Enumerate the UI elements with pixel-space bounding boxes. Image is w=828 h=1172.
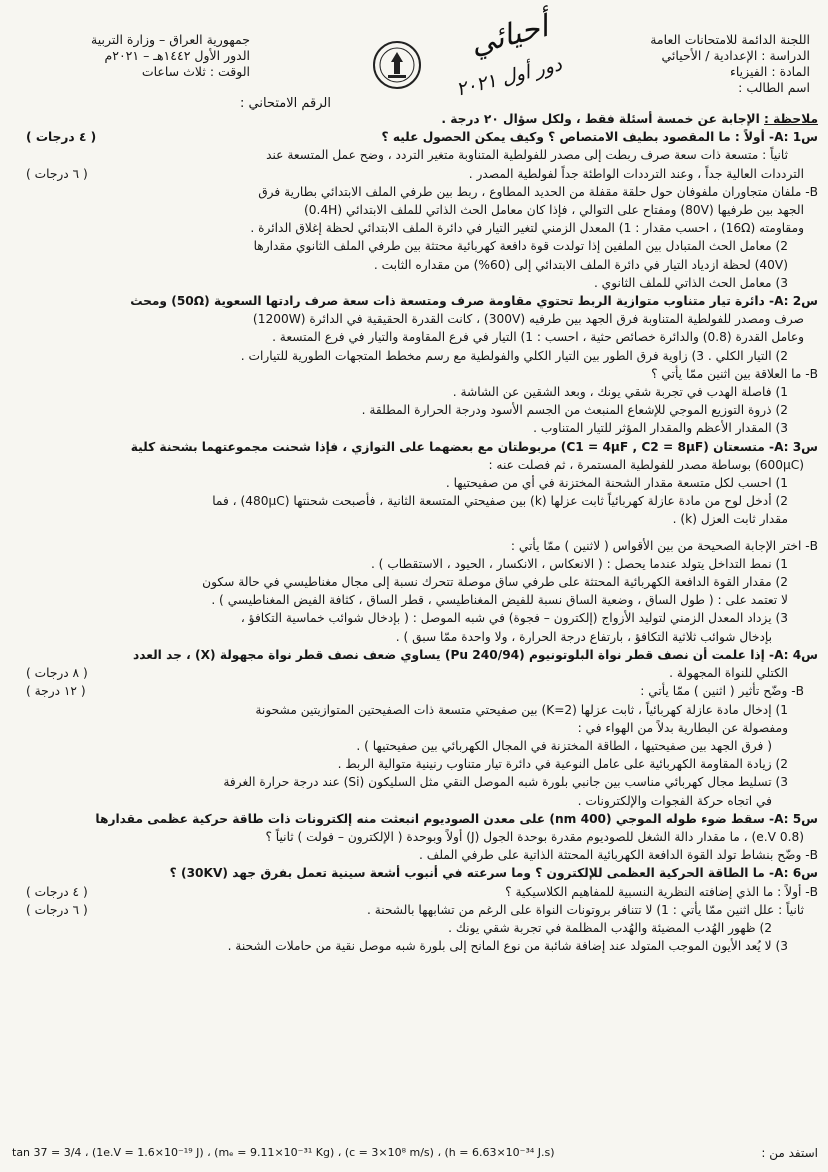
question-line-text: 1) فاصلة الهدب في تجربة شقي يونك ، وبعد الشقين عن الشاشة . bbox=[452, 385, 788, 400]
question-line bbox=[12, 328, 818, 346]
question-line bbox=[12, 492, 818, 510]
question-line bbox=[12, 456, 818, 474]
header-right-line: الدراسة : الإعدادية / الأحيائي bbox=[661, 48, 810, 63]
question-line bbox=[12, 474, 818, 492]
question-line-text: 3) يزداد المعدل الزمني لتوليد الأزواج (إلكترون – فجوة) في شبه الموصل : ( بإدخال شوائب خماسية التكافؤ ، bbox=[240, 611, 788, 626]
question-line-text: س3 :A- متسعتان (C1 = 4μF , C2 = 8μF) مربوطتان مع بعضهما على التوازي ، فإذا شحنت مجموعتهما بشحنة كلية bbox=[130, 439, 818, 454]
question-line bbox=[12, 755, 818, 773]
question-line-text: 2) أدخل لوح من مادة عازلة كهربائياً ثابت عزلها (k) بين صفيحتي المتسعة الثانية ، فأصبحت شحنتها (480μC) ، فما bbox=[212, 494, 788, 509]
note-text: الإجابة عن خمسة أسئلة فقط ، ولكل سؤال ٢٠ درجة . bbox=[441, 112, 760, 126]
question-line-text: 2) ذروة التوزيع الموجي للإشعاع المنبعث من الجسم الأسود ودرجة الحرارة المطلقة . bbox=[361, 403, 788, 418]
question-line bbox=[12, 529, 818, 537]
question-line bbox=[12, 701, 818, 719]
marks-label: ( ٤ درجات ) bbox=[26, 130, 97, 145]
question-line-text: 3) لا يُعد الأيون الموجب المتولد عند إضافة شائبة من نوع المانح إلى بلورة شبه موصل نقية من حاملات الشحنة . bbox=[227, 939, 788, 954]
question-line-text: (40V) لحظة ازدياد التيار في دائرة الملف الابتدائي إلى (60%) من مقداره الثابت . bbox=[373, 257, 788, 272]
header-left-line: الدور الأول ١٤٤٢هـ – ٢٠٢١م bbox=[104, 48, 250, 63]
question-line bbox=[12, 937, 818, 955]
question-line bbox=[12, 438, 818, 456]
question-line-text: ثانياً : متسعة ذات سعة صرف ربطت إلى مصدر للفولطية المتناوبة متغير التردد ، وضح عمل المتسعة عند bbox=[266, 148, 788, 163]
question-line-text: وعامل القدرة (0.8) والدائرة خصائص حثية ، احسب : 1) التيار في فرع المقاومة والتيار في فرع المتسعة . bbox=[272, 330, 804, 345]
header-right-line: اللجنة الدائمة للامتحانات العامة bbox=[650, 32, 810, 47]
marks-label: ( ٦ درجات ) bbox=[26, 166, 88, 181]
question-line bbox=[12, 737, 818, 755]
question-line bbox=[12, 274, 818, 292]
question-line-text: الترددات العالية جداً ، وعند الترددات الواطئة جداً لفولطية المصدر . bbox=[468, 166, 804, 181]
question-line-text: 3) المقدار الأعظم والمقدار المؤثر للتيار المتناوب . bbox=[533, 421, 788, 436]
question-line-text: ومقاومته (16Ω) ، احسب مقدار : 1) المعدل الزمني لتغير التيار في دائرة الملف الابتدائي لحظة إغلاق الدائرة . bbox=[250, 221, 804, 236]
question-line bbox=[12, 201, 818, 219]
question-line-text: (600μC) بوساطة مصدر للفولطية المستمرة ، ثم فصلت عنه : bbox=[488, 457, 804, 472]
question-line bbox=[12, 219, 818, 237]
header-right-line: المادة : الفيزياء bbox=[729, 64, 810, 79]
exam-number-label: الرقم الامتحاني : bbox=[240, 96, 331, 111]
marks-label: ( ١٢ درجة ) bbox=[26, 684, 86, 699]
question-line-text: الكتلي للنواة المجهولة . bbox=[669, 666, 788, 681]
question-line bbox=[12, 883, 818, 901]
questions-body bbox=[12, 110, 818, 955]
question-line bbox=[12, 719, 818, 737]
question-line-text: B- أولاً : ما الذي إضافته النظرية النسبية للمفاهيم الكلاسيكية ؟ bbox=[505, 884, 818, 899]
marks-label: ( ٦ درجات ) bbox=[26, 902, 88, 917]
header-left-line: جمهورية العراق – وزارة التربية bbox=[91, 32, 250, 47]
question-line bbox=[12, 347, 818, 365]
question-line bbox=[12, 256, 818, 274]
question-line bbox=[12, 846, 818, 864]
question-line-text: مقدار ثابت العزل (k) . bbox=[672, 512, 788, 527]
question-line-text: B- وضّح بنشاط تولد القوة الدافعة الكهربائية المحتثة الذاتية على طرفي الملف . bbox=[419, 848, 818, 863]
question-line-text: B- ما العلاقة بين اثنين ممّا يأتي ؟ bbox=[651, 366, 818, 381]
question-line bbox=[12, 828, 818, 846]
header-left-line: الوقت : ثلاث ساعات bbox=[141, 64, 250, 79]
question-line bbox=[12, 510, 818, 528]
question-line-text: B- اختر الإجابة الصحيحة من بين الأقواس ( لاثنين ) ممّا يأتي : bbox=[510, 538, 818, 553]
question-line bbox=[12, 773, 818, 791]
question-line bbox=[12, 792, 818, 810]
note-line bbox=[12, 110, 818, 128]
question-line-text: س2 :A- دائرة تيار متناوب متوازية الربط تحتوي مقاومة صرف ومتسعة ذات سعة صرف رادتها السعوية (50Ω) ومحث bbox=[130, 294, 818, 309]
question-line-text: الجهد بين طرفيها (80V) ومفتاح على التوالي ، فإذا كان معامل الحث الذاتي للملف الابتدائي (0.4H) bbox=[304, 203, 804, 218]
question-line bbox=[12, 901, 818, 919]
question-line-text: B- ملفان متجاوران ملفوفان حول حلقة مقفلة من الحديد المطاوع ، ربط بين طرفي الملف الابتدائي بطارية فرق bbox=[258, 184, 818, 199]
question-line-text: ثانياً : علل اثنين ممّا يأتي : 1) لا تتنافر بروتونات النواة على الرغم من تشابهها بالشحنة . bbox=[366, 902, 804, 917]
constants-label: استفد من : bbox=[761, 1146, 818, 1160]
question-line-text: ومفصولة عن البطارية بدلاً من الهواء في : bbox=[577, 720, 788, 735]
question-line bbox=[12, 628, 818, 646]
question-line bbox=[12, 555, 818, 573]
question-line bbox=[12, 664, 818, 682]
question-line bbox=[12, 310, 818, 328]
question-line-text: س6 :A- ما الطاقة الحركية العظمى للإلكترون ؟ وما سرعته في أنبوب أشعة سينية تعمل بفرق جهد (30KV) ؟ bbox=[169, 866, 818, 881]
question-line bbox=[12, 165, 818, 183]
question-line-text: 3) تسليط مجال كهربائي مناسب بين جانبي بلورة شبه الموصل النقي مثل السليكون (Si) عند درجة حرارة الغرفة bbox=[223, 775, 788, 790]
question-line-text: في اتجاه حركة الفجوات والإلكترونات . bbox=[577, 793, 772, 808]
question-line-text: B- وضّح تأثير ( اثنين ) ممّا يأتي : bbox=[640, 684, 804, 699]
question-line-text: صرف ومصدر للفولطية المتناوبة فرق الجهد بين طرفيه (300V) ، كانت القدرة الحقيقية في الدائرة (1200W) bbox=[252, 312, 804, 327]
question-line-text: (0.8 e.V) ، ما مقدار دالة الشغل للصوديوم مقدرة بوحدة الجول (J) أولاً وبوحدة ( الإلكترون – فولت ) ثانياً ؟ bbox=[265, 829, 804, 844]
question-line-text: 2) معامل الحث المتبادل بين الملفين إذا تولدت قوة دافعة كهربائية محتثة بين طرفي الملف الثانوي مقدارها bbox=[253, 239, 788, 254]
question-line-text: بإدخال شوائب ثلاثية التكافؤ ، بارتفاع درجة الحرارة ، ولا واحدة ممّا سبق ) . bbox=[395, 629, 772, 644]
question-line bbox=[12, 146, 818, 164]
marks-label: ( ٤ درجات ) bbox=[26, 884, 88, 899]
question-line-text: 1) احسب لكل متسعة مقدار الشحنة المختزنة في أي من صفيحتيها . bbox=[445, 476, 788, 491]
question-line bbox=[12, 537, 818, 555]
question-line bbox=[12, 646, 818, 664]
question-line bbox=[12, 810, 818, 828]
question-line bbox=[12, 682, 818, 700]
header-right-line: اسم الطالب : bbox=[738, 80, 810, 95]
handwritten-session: دور أول ٢٠٢١ bbox=[453, 53, 565, 101]
question-line-text: 3) معامل الحث الذاتي للملف الثانوي . bbox=[593, 275, 788, 290]
constants-values: tan 37 = 3/4 ، (1e.V = 1.6×10⁻¹⁹ J) ، (mₑ = 9.11×10⁻³¹ Kg) ، (c = 3×10⁸ m/s) ، (h = 6.63×10⁻³⁴ J.s) bbox=[12, 1146, 555, 1159]
question-line bbox=[12, 401, 818, 419]
note-label: ملاحظة : bbox=[764, 112, 818, 126]
question-line bbox=[12, 128, 818, 146]
question-line bbox=[12, 419, 818, 437]
constants-footer bbox=[12, 1146, 818, 1159]
question-line-text: 1) إدخال مادة عازلة كهربائياً ، ثابت عزلها (K=2) بين صفيحتي متسعة ذات الصفيحتين المتوازيتين مشحونة bbox=[255, 702, 788, 717]
question-line-text: س4 :A- إذا علمت أن نصف قطر نواة البلوتونيوم (Pu 240/94) يساوي ضعف نصف قطر نواة مجهولة (X) ، جد العدد bbox=[132, 647, 818, 662]
question-line-text: 2) التيار الكلي . 3) زاوية فرق الطور بين التيار الكلي والفولطية مع رسم مخطط المتجهات الطورية للتيارات . bbox=[240, 348, 788, 363]
header-left bbox=[20, 32, 250, 80]
question-line bbox=[12, 365, 818, 383]
question-line bbox=[12, 183, 818, 201]
question-line-text: 2) مقدار القوة الدافعة الكهربائية المحتثة على طرفي ساق موصلة تتحرك نسبة إلى مجال مغناطيسي في حالة سكون bbox=[202, 575, 788, 590]
question-line bbox=[12, 573, 818, 591]
question-line bbox=[12, 919, 818, 937]
question-line bbox=[12, 591, 818, 609]
question-line-text: س1 :A- أولاً : ما المقصود بطيف الامتصاص ؟ وكيف يمكن الحصول عليه ؟ bbox=[381, 130, 818, 145]
question-line bbox=[12, 292, 818, 310]
question-line bbox=[12, 383, 818, 401]
question-line-text: س5 :A- سقط ضوء طوله الموجي (400 nm) على معدن الصوديوم انبعثت منه إلكترونات ذات طاقة حركية عظمى مقدارها bbox=[95, 811, 818, 826]
question-lines bbox=[12, 128, 818, 955]
question-line bbox=[12, 237, 818, 255]
question-line-text: 2) زيادة المقاومة الكهربائية على عامل النوعية في دائرة تيار متناوب رنينية متوالية الربط . bbox=[337, 757, 788, 772]
question-line bbox=[12, 609, 818, 627]
question-line-text: 1) نمط التداخل يتولد عندما يحصل : ( الانعكاس ، الانكسار ، الحيود ، الاستقطاب ) . bbox=[370, 556, 788, 571]
marks-label: ( ٨ درجات ) bbox=[26, 666, 88, 681]
question-line-text: لا تعتمد على : ( طول الساق ، وضعية الساق نسبة للفيض المغناطيسي ، قطر الساق ، كثافة الفيض المغناطيسي ) . bbox=[211, 593, 788, 608]
question-line bbox=[12, 864, 818, 882]
ministry-seal-icon bbox=[372, 40, 422, 90]
header-right bbox=[560, 32, 810, 96]
handwritten-branch: أحيائي bbox=[466, 9, 552, 62]
question-line-text: 2) ظهور الهُدب المضيئة والهُدب المظلمة في تجربة شقي يونك . bbox=[448, 920, 772, 935]
question-line-text: ( فرق الجهد بين صفيحتيها ، الطاقة المختزنة في المجال الكهربائي بين صفيحتيها ) . bbox=[356, 738, 772, 753]
